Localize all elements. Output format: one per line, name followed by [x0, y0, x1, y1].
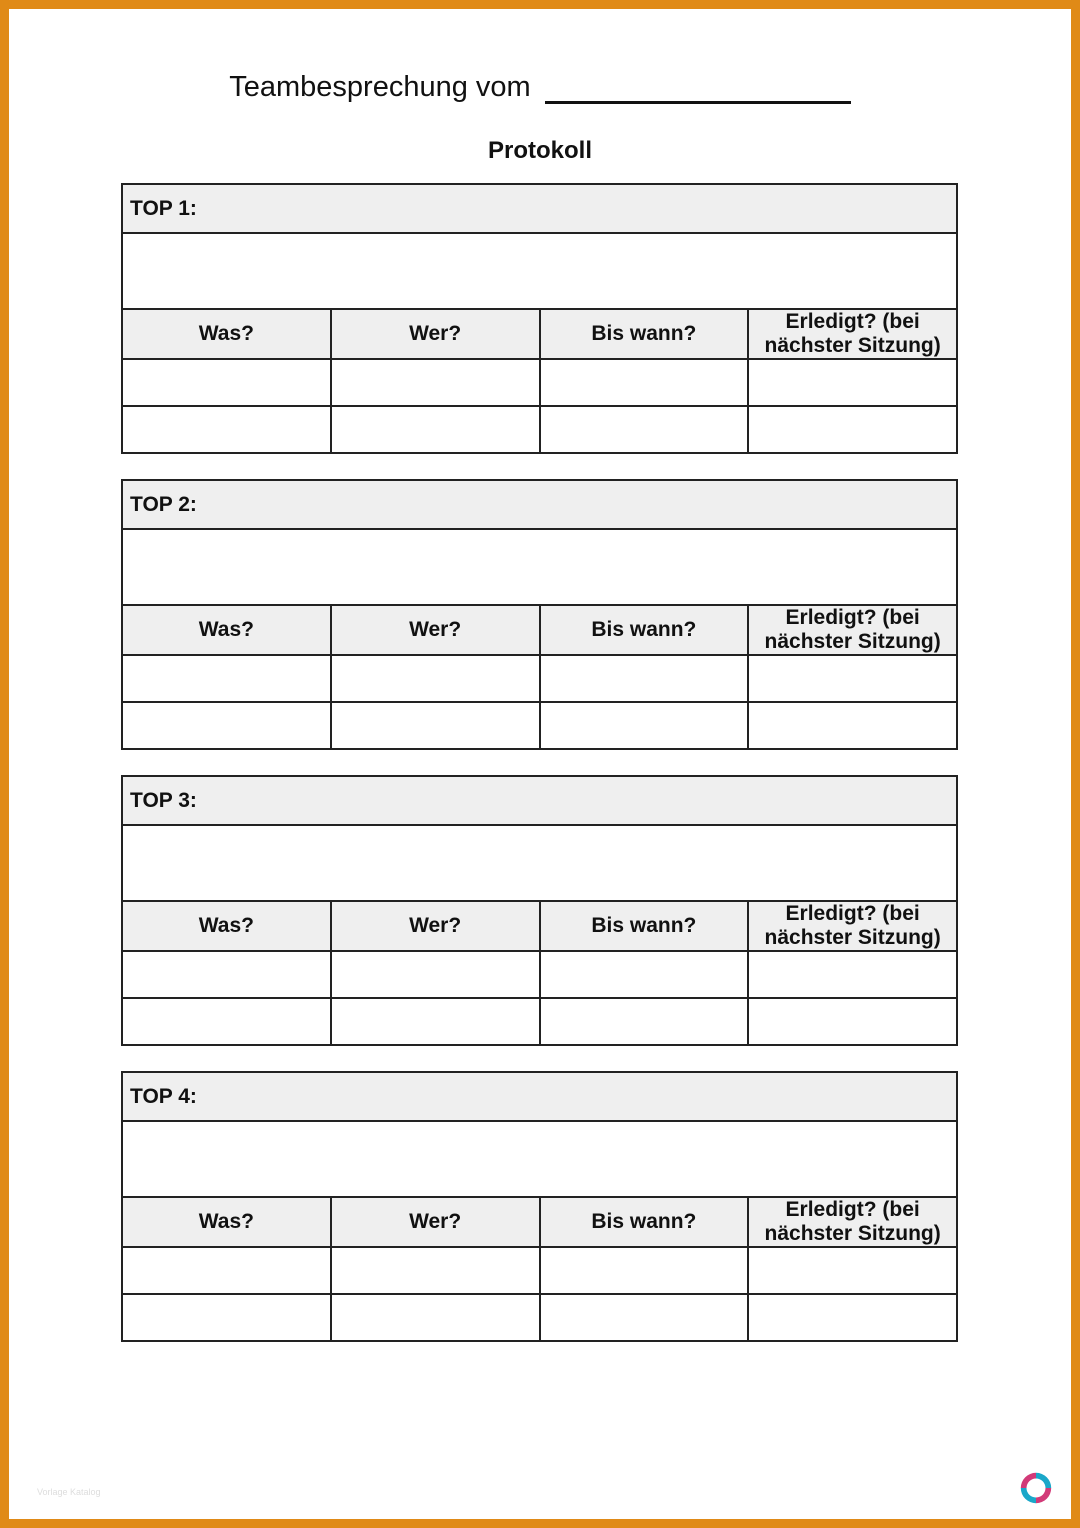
faint-watermark-text: Vorlage Katalog	[37, 1487, 101, 1497]
entry-cell[interactable]	[540, 998, 749, 1045]
column-header-bis-wann: Bis wann?	[540, 901, 749, 951]
refresh-logo-icon	[1017, 1469, 1055, 1507]
entry-cell[interactable]	[331, 1294, 540, 1341]
entry-cell[interactable]	[122, 702, 331, 749]
column-header-wer: Wer?	[331, 1197, 540, 1247]
entry-cell[interactable]	[540, 359, 749, 406]
top-notes-field[interactable]	[122, 529, 957, 605]
entry-cell[interactable]	[122, 406, 331, 453]
entry-cell[interactable]	[748, 1247, 957, 1294]
column-header-bis-wann: Bis wann?	[540, 309, 749, 359]
column-header-erledigt: Erledigt? (bei nächster Sitzung)	[748, 605, 957, 655]
entry-cell[interactable]	[748, 998, 957, 1045]
column-header-erledigt: Erledigt? (bei nächster Sitzung)	[748, 901, 957, 951]
entry-cell[interactable]	[748, 655, 957, 702]
entry-cell[interactable]	[331, 998, 540, 1045]
entry-cell[interactable]	[122, 359, 331, 406]
column-header-was: Was?	[122, 309, 331, 359]
entry-cell[interactable]	[748, 951, 957, 998]
page-title	[9, 71, 1071, 104]
entry-cell[interactable]	[331, 655, 540, 702]
entry-cell[interactable]	[748, 406, 957, 453]
top-table-1	[121, 183, 958, 454]
top-notes-field[interactable]	[122, 233, 957, 309]
entry-cell[interactable]	[748, 1294, 957, 1341]
entry-cell[interactable]	[540, 655, 749, 702]
top-title: TOP 4:	[122, 1072, 957, 1121]
column-header-erledigt: Erledigt? (bei nächster Sitzung)	[748, 309, 957, 359]
top-title: TOP 2:	[122, 480, 957, 529]
top-table-3	[121, 775, 958, 1046]
entry-cell[interactable]	[122, 951, 331, 998]
entry-cell[interactable]	[122, 998, 331, 1045]
column-header-bis-wann: Bis wann?	[540, 605, 749, 655]
entry-cell[interactable]	[122, 1294, 331, 1341]
entry-cell[interactable]	[331, 359, 540, 406]
entry-cell[interactable]	[748, 702, 957, 749]
top-table-4	[121, 1071, 958, 1342]
column-header-wer: Wer?	[331, 309, 540, 359]
entry-cell[interactable]	[122, 1247, 331, 1294]
entry-cell[interactable]	[748, 359, 957, 406]
title-text: Teambesprechung vom	[229, 71, 531, 103]
column-header-was: Was?	[122, 605, 331, 655]
entry-cell[interactable]	[540, 1247, 749, 1294]
column-header-was: Was?	[122, 1197, 331, 1247]
top-title: TOP 3:	[122, 776, 957, 825]
entry-cell[interactable]	[331, 1247, 540, 1294]
entry-cell[interactable]	[540, 406, 749, 453]
entry-cell[interactable]	[540, 951, 749, 998]
column-header-was: Was?	[122, 901, 331, 951]
top-title: TOP 1:	[122, 184, 957, 233]
protocol-subtitle: Protokoll	[487, 137, 592, 164]
entry-cell[interactable]	[331, 702, 540, 749]
column-header-wer: Wer?	[331, 605, 540, 655]
top-notes-field[interactable]	[122, 1121, 957, 1197]
entry-cell[interactable]	[540, 702, 749, 749]
entry-cell[interactable]	[331, 951, 540, 998]
top-notes-field[interactable]	[122, 825, 957, 901]
entry-cell[interactable]	[540, 1294, 749, 1341]
date-blank-line	[545, 71, 851, 104]
entry-cell[interactable]	[122, 655, 331, 702]
entry-cell[interactable]	[331, 406, 540, 453]
column-header-bis-wann: Bis wann?	[540, 1197, 749, 1247]
top-table-2	[121, 479, 958, 750]
column-header-wer: Wer?	[331, 901, 540, 951]
column-header-erledigt: Erledigt? (bei nächster Sitzung)	[748, 1197, 957, 1247]
